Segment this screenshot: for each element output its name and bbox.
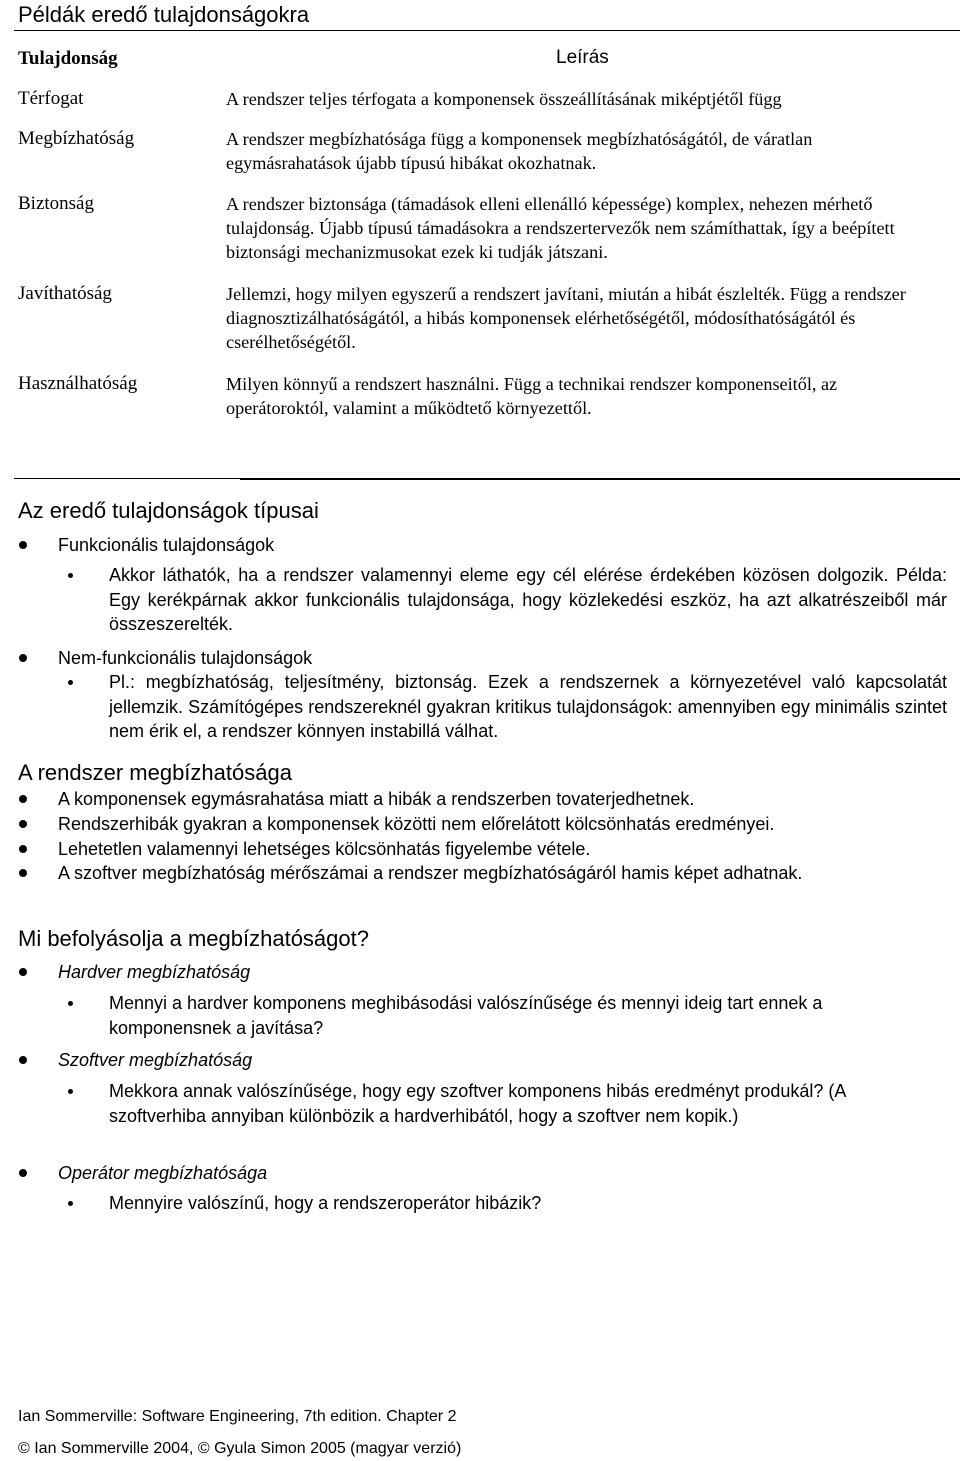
list-item-detail: Akkor láthatók, ha a rendszer valamennyi eleme egy cél elérése érdekében közösen dolgozik. Példa: Egy kerékpárnak akkor funkcionális tulajdonsága, hogy közlekedési eszköz, ha azt alkatrészeiből már összeszerelték. (109, 565, 947, 634)
list-item-detail: Mekkora annak valószínűsége, hogy egy szoftver komponens hibás eredményt produkál? (A szoftverhiba annyiban különbözik a hardverhibától, hogy a szoftver nem kopik.) (109, 1081, 846, 1126)
table-row-description: Milyen könnyű a rendszert használni. Függ a technikai rendszer komponenseitől, az operátoroktól, valamint a működtető környezettől. (226, 374, 838, 418)
table-row-property: Használhatóság (18, 373, 138, 394)
list-item: Hardver megbízhatóság (58, 962, 251, 982)
section-heading-reliability: A rendszer megbízhatósága (18, 760, 292, 785)
bullet-icon (19, 1169, 27, 1177)
bullet-icon (19, 869, 27, 877)
sub-bullet-icon (68, 680, 73, 685)
sub-bullet-icon (68, 1089, 73, 1094)
list-item: Nem-funkcionális tulajdonságok (58, 648, 313, 668)
section-heading-influence: Mi befolyásolja a megbízhatóságot? (18, 926, 369, 951)
list-item: Operátor megbízhatósága (58, 1163, 268, 1183)
table-row-description: A rendszer teljes térfogata a komponensek összeállításának miképtjétől függ (226, 89, 782, 109)
bullet-icon (19, 795, 27, 803)
list-item: Funkcionális tulajdonságok (58, 535, 275, 555)
bullet-icon (19, 968, 27, 976)
table-row-property: Térfogat (18, 88, 84, 109)
table-row-description: Jellemzi, hogy milyen egyszerű a rendszert javítani, miután a hibát észlelték. Függ a rendszer diagnosztizálhatóságától, a hibás komponensek elérhetőségétől, módosíthatóságától és cserélhetőségétől. (226, 284, 906, 352)
list-item: A komponensek egymásrahatása miatt a hibák a rendszerben tovaterjedhetnek. (58, 789, 695, 809)
section-divider-bold (240, 478, 960, 480)
section-heading-types: Az eredő tulajdonságok típusai (18, 498, 319, 523)
table-row-description: A rendszer biztonsága (támadások elleni ellenálló képessége) komplex, nehezen mérhető tulajdonság. Újabb típusú támadásokra a rendszertervezők nem számíthattak, így a beépített biztonsági mechanizmusokat ezek ki tudják játszani. (226, 194, 895, 262)
bullet-icon (19, 541, 27, 549)
table-row-description: A rendszer megbízhatósága függ a komponensek megbízhatóságától, de váratlan egymásrahatások újabb típusú hibákat okozhatnak. (226, 129, 813, 173)
sub-bullet-icon (68, 1001, 73, 1006)
footer-book-reference: Ian Sommerville: Software Engineering, 7th edition. Chapter 2 (18, 1408, 457, 1425)
table-row-property: Javíthatóság (18, 283, 112, 304)
list-item: Szoftver megbízhatóság (58, 1050, 253, 1070)
table-row-property: Megbízhatóság (18, 128, 135, 149)
table-header-property: Tulajdonság (18, 48, 118, 69)
list-item-detail: Mennyire valószínű, hogy a rendszeroperátor hibázik? (109, 1193, 542, 1213)
sub-bullet-icon (68, 1201, 73, 1206)
list-item-detail: Pl.: megbízhatóság, teljesítmény, biztonság. Ezek a rendszernek a környezetével való kapcsolatát jellemzik. Számítógépes rendszereknél gyakran kritikus tulajdonságok: amennyiben egy minimális szintet nem érik el, a rendszer könnyen instabillá válhat. (109, 672, 947, 741)
list-item: Rendszerhibák gyakran a komponensek közötti nem előrelátott kölcsönhatás eredményei. (58, 814, 775, 834)
title-divider (14, 30, 960, 31)
bullet-icon (19, 820, 27, 828)
bullet-icon (19, 845, 27, 853)
list-item: Lehetetlen valamennyi lehetséges kölcsönhatás figyelembe vétele. (58, 839, 591, 859)
list-item: A szoftver megbízhatóság mérőszámai a rendszer megbízhatóságáról hamis képet adhatnak. (58, 863, 803, 883)
table-row-property: Biztonság (18, 193, 94, 214)
sub-bullet-icon (68, 573, 73, 578)
page-title: Példák eredő tulajdonságokra (18, 2, 310, 27)
list-item-detail: Mennyi a hardver komponens meghibásodási valószínűsége és mennyi ideig tart ennek a komponensnek a javítása? (109, 993, 823, 1038)
bullet-icon (19, 654, 27, 662)
footer-copyright: © Ian Sommerville 2004, © Gyula Simon 2005 (magyar verzió) (18, 1440, 462, 1457)
bullet-icon (19, 1056, 27, 1064)
table-header-description: Leírás (556, 47, 609, 68)
